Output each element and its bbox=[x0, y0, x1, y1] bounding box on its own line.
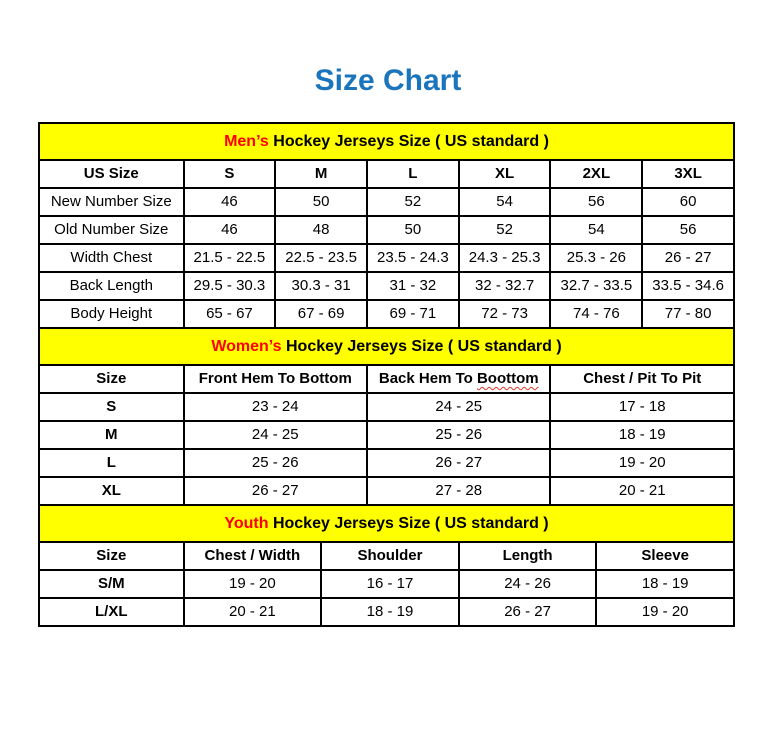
youth-banner-highlight: Youth bbox=[224, 515, 269, 532]
table-row bbox=[39, 300, 734, 328]
value-cell: 19 - 20 bbox=[184, 570, 322, 598]
value-cell: 33.5 - 34.6 bbox=[642, 272, 734, 300]
value-cell: 18 - 19 bbox=[596, 570, 734, 598]
header-cell: XL bbox=[459, 160, 551, 188]
youth-size-table bbox=[38, 541, 735, 627]
header-cell bbox=[367, 365, 550, 393]
size-chart-tables bbox=[38, 122, 735, 627]
value-cell: 16 - 17 bbox=[321, 570, 459, 598]
value-cell: 25 - 26 bbox=[184, 449, 367, 477]
table-row bbox=[39, 570, 734, 598]
women-header-row bbox=[39, 365, 734, 393]
row-label: L/XL bbox=[39, 598, 184, 626]
table-row bbox=[39, 216, 734, 244]
value-cell: 54 bbox=[550, 216, 642, 244]
women-size-table bbox=[38, 364, 735, 506]
row-label: S/M bbox=[39, 570, 184, 598]
value-cell: 50 bbox=[275, 188, 367, 216]
table-row bbox=[39, 188, 734, 216]
value-cell: 32 - 32.7 bbox=[459, 272, 551, 300]
row-label: L bbox=[39, 449, 184, 477]
youth-header-row bbox=[39, 542, 734, 570]
value-cell: 50 bbox=[367, 216, 459, 244]
value-cell: 24 - 25 bbox=[367, 393, 550, 421]
row-label: Width Chest bbox=[39, 244, 184, 272]
row-label: New Number Size bbox=[39, 188, 184, 216]
value-cell: 32.7 - 33.5 bbox=[550, 272, 642, 300]
header-cell: Size bbox=[39, 365, 184, 393]
value-cell: 60 bbox=[642, 188, 734, 216]
value-cell: 72 - 73 bbox=[459, 300, 551, 328]
row-label: XL bbox=[39, 477, 184, 505]
men-section-banner bbox=[38, 122, 735, 161]
value-cell: 56 bbox=[550, 188, 642, 216]
value-cell: 29.5 - 30.3 bbox=[184, 272, 276, 300]
header-cell: Chest / Width bbox=[184, 542, 322, 570]
table-row bbox=[39, 393, 734, 421]
value-cell: 22.5 - 23.5 bbox=[275, 244, 367, 272]
value-cell: 20 - 21 bbox=[184, 598, 322, 626]
value-cell: 26 - 27 bbox=[184, 477, 367, 505]
value-cell: 67 - 69 bbox=[275, 300, 367, 328]
value-cell: 27 - 28 bbox=[367, 477, 550, 505]
value-cell: 25 - 26 bbox=[367, 421, 550, 449]
value-cell: 26 - 27 bbox=[367, 449, 550, 477]
men-banner-rest: Hockey Jerseys Size ( US standard ) bbox=[268, 133, 549, 150]
row-label: M bbox=[39, 421, 184, 449]
value-cell: 31 - 32 bbox=[367, 272, 459, 300]
value-cell: 30.3 - 31 bbox=[275, 272, 367, 300]
value-cell: 17 - 18 bbox=[550, 393, 734, 421]
value-cell: 21.5 - 22.5 bbox=[184, 244, 276, 272]
men-banner-highlight: Men’s bbox=[224, 133, 269, 150]
table-row bbox=[39, 244, 734, 272]
header-cell: 3XL bbox=[642, 160, 734, 188]
youth-section-banner bbox=[38, 504, 735, 543]
value-cell: 48 bbox=[275, 216, 367, 244]
misspelled-word: Boottom bbox=[476, 370, 539, 387]
value-cell: 74 - 76 bbox=[550, 300, 642, 328]
value-cell: 24 - 25 bbox=[184, 421, 367, 449]
women-banner-rest: Hockey Jerseys Size ( US standard ) bbox=[281, 338, 562, 355]
header-text: Back Hem To bbox=[378, 370, 477, 387]
header-cell: Shoulder bbox=[321, 542, 459, 570]
row-label: Old Number Size bbox=[39, 216, 184, 244]
value-cell: 46 bbox=[184, 216, 276, 244]
value-cell: 26 - 27 bbox=[642, 244, 734, 272]
value-cell: 77 - 80 bbox=[642, 300, 734, 328]
header-cell: Chest / Pit To Pit bbox=[550, 365, 734, 393]
page-title: Size Chart bbox=[314, 64, 462, 97]
value-cell: 24 - 26 bbox=[459, 570, 597, 598]
row-label: S bbox=[39, 393, 184, 421]
value-cell: 26 - 27 bbox=[459, 598, 597, 626]
table-row bbox=[39, 272, 734, 300]
value-cell: 65 - 67 bbox=[184, 300, 276, 328]
row-label: Body Height bbox=[39, 300, 184, 328]
header-cell: Front Hem To Bottom bbox=[184, 365, 367, 393]
value-cell: 18 - 19 bbox=[550, 421, 734, 449]
value-cell: 52 bbox=[459, 216, 551, 244]
header-cell: Length bbox=[459, 542, 597, 570]
men-size-table bbox=[38, 159, 735, 329]
header-cell: S bbox=[184, 160, 276, 188]
value-cell: 46 bbox=[184, 188, 276, 216]
value-cell: 19 - 20 bbox=[550, 449, 734, 477]
value-cell: 20 - 21 bbox=[550, 477, 734, 505]
header-cell: 2XL bbox=[550, 160, 642, 188]
table-row bbox=[39, 598, 734, 626]
value-cell: 23 - 24 bbox=[184, 393, 367, 421]
women-banner-highlight: Women’s bbox=[211, 338, 282, 355]
table-row bbox=[39, 421, 734, 449]
header-cell: M bbox=[275, 160, 367, 188]
value-cell: 52 bbox=[367, 188, 459, 216]
header-cell: Size bbox=[39, 542, 184, 570]
value-cell: 24.3 - 25.3 bbox=[459, 244, 551, 272]
value-cell: 23.5 - 24.3 bbox=[367, 244, 459, 272]
women-section-banner bbox=[38, 327, 735, 366]
value-cell: 69 - 71 bbox=[367, 300, 459, 328]
header-cell: Sleeve bbox=[596, 542, 734, 570]
men-header-row bbox=[39, 160, 734, 188]
value-cell: 18 - 19 bbox=[321, 598, 459, 626]
youth-banner-rest: Hockey Jerseys Size ( US standard ) bbox=[268, 515, 549, 532]
value-cell: 25.3 - 26 bbox=[550, 244, 642, 272]
header-cell: L bbox=[367, 160, 459, 188]
header-cell: US Size bbox=[39, 160, 184, 188]
table-row bbox=[39, 477, 734, 505]
value-cell: 54 bbox=[459, 188, 551, 216]
row-label: Back Length bbox=[39, 272, 184, 300]
value-cell: 56 bbox=[642, 216, 734, 244]
table-row bbox=[39, 449, 734, 477]
value-cell: 19 - 20 bbox=[596, 598, 734, 626]
